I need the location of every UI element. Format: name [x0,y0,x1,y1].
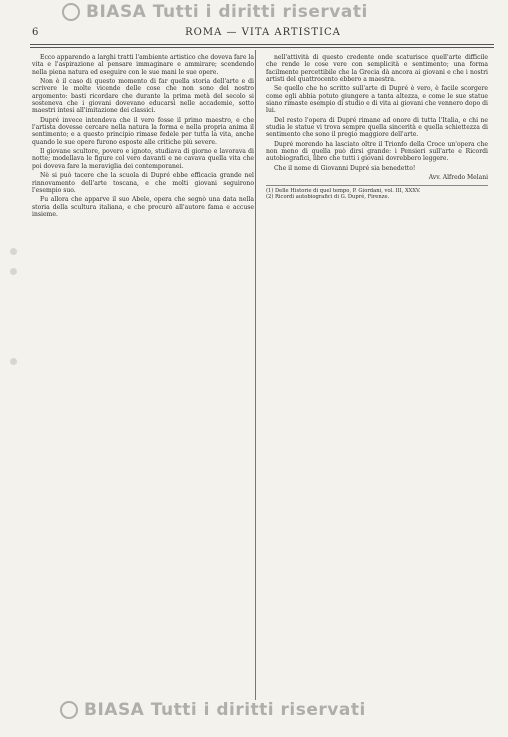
footnote: (2) Ricordi autobiografici di G. Dupré, Firenze. [266,193,390,200]
paragraph: Dupré morendo ha lasciato oltre il Trionfo della Croce un'opera che non meno di quella può dirsi grande: i Pensieri sull'arte e Ricordi autobiografici, libro che tutti i giovani dovrebbero leggere. [266,140,488,163]
footnotes [266,185,488,201]
author-signature: Avv. Alfredo Melani [428,174,488,182]
binding-hole [10,248,17,255]
paragraph: Se quello che ho scritto sull'arte di Dupré è vero, è facile scorgere come egli abbia potuto giungere a tanta altezza, e come le sue statue siano rimaste esempio di studio e di vita ai giovani che vennero dopo di lui. [266,85,488,115]
header-rule-2 [30,47,494,48]
left-column [32,54,254,702]
right-column [266,54,488,702]
paragraph: Il giovane scultore, povero e ignoto, studiava di giorno e lavorava di notte; modellava le figure col vero davanti e ne cavava quella vita che poi doveva fare la meraviglia dei contemporanei. [32,148,254,170]
paragraph: Dupré invece intendeva che il vero fosse il primo maestro, e che l'artista dovesse cercare nella natura la forma e nella propria anima il sentimento; e a questo principio rimase fedele per tutta la vita, anche quando le sue opere furono esposte alle critiche più severe. [32,116,254,146]
paragraph: Ecco apparendo a larghi tratti l'ambiente artistico che doveva fare la vita e l'aspirazione al pensare immaginare e ammirare; scendendo nella piena natura ed eseguire con le sue mani le sue opere. [32,54,254,76]
page-title: ROMA — VITA ARTISTICA [185,27,341,38]
page-header [32,27,494,41]
paragraph: Non è il caso di questo momento di far quella storia dell'arte e di scrivere le molte vicende delle cose che non sono del nostro argomento: basti ricordare che durante la prima metà del secolo si sosteneva che i giovani dovevano educarsi nelle accademie, sotto maestri intesi all'imitazione dei classici. [32,78,254,115]
paragraph: Nè si può tacere che la scuola di Dupré ebbe efficacia grande nel rinnovamento dell'arte toscana, e che molti giovani seguirono l'esempio suo. [32,172,254,194]
header-rule [30,44,494,45]
paragraph: Del resto l'opera di Dupré rimane ad onore di tutta l'Italia, e chi ne studia le statue vi trova sempre quella sincerità e quella schiettezza di sentimento che sono il pregio maggiore dell'arte. [266,116,488,139]
paragraph: Fu allora che apparve il suo Abele, opera che segnò una data nella storia della scultura italiana, e che procurò all'autore fama e accuse insieme. [32,196,254,218]
binding-hole [10,268,17,275]
footnote: (1) Delle Historie di quel tempo, P. Giordani, vol. III, XXXV. [266,187,421,194]
watermark-top: BIASA Tutti i diritti riservati [62,2,368,22]
closing-line: Che il nome di Giovanni Dupré sia benedetto! [274,164,416,172]
binding-hole [10,358,17,365]
watermark-bottom: BIASA Tutti i diritti riservati [60,700,366,720]
column-divider [255,50,256,700]
paragraph: nell'attività di questo credente onde scaturisce quell'arte difficile che rende le cose vere con semplicità e sentimento; una forma facilmente percettibile che la Grecia dà ancora ai giovani e che i nostri artisti del quattrocento ebbero a maestra. [266,54,488,84]
seal-icon [60,701,78,719]
page-number: 6 [32,27,39,38]
seal-icon [62,3,80,21]
